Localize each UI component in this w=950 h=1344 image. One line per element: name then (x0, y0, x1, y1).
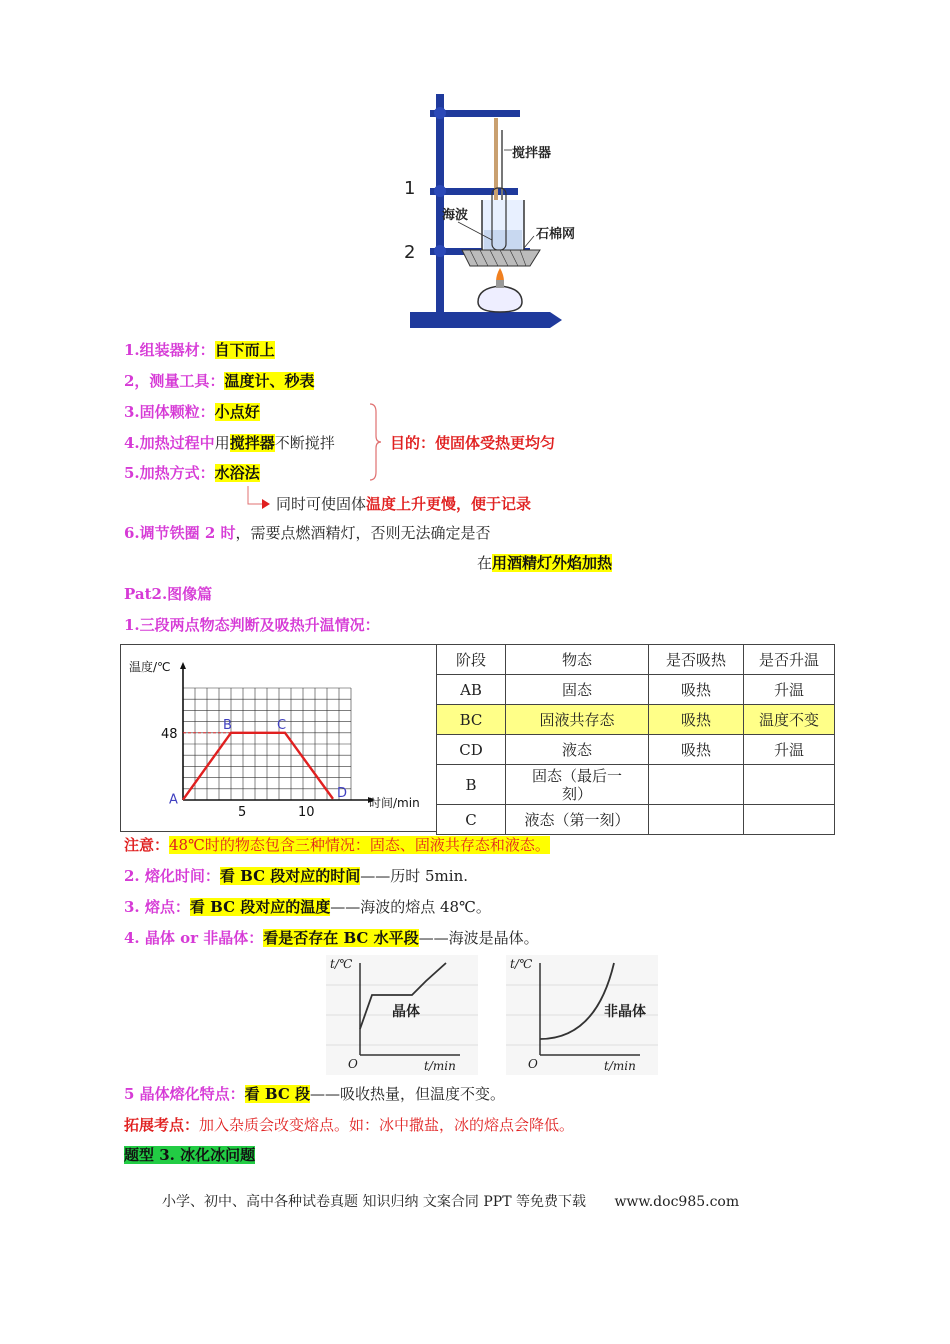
table-cell (649, 805, 744, 835)
step-3: 3.固体颗粒：小点好 (124, 403, 260, 421)
table-row (437, 735, 835, 765)
table-header: 阶段 (437, 645, 506, 675)
crystal-axis-t: t/℃ (330, 957, 353, 971)
label-hypo: 海波 (442, 208, 469, 223)
table-cell: 液态 (506, 735, 649, 765)
crystal-label: 晶体 (392, 1004, 420, 1020)
table-cell: AB (437, 675, 506, 705)
table-cell (649, 765, 744, 805)
noncrystal-axis-t: t/℃ (510, 957, 533, 971)
label-ring1: 1 (404, 178, 416, 199)
table-row (437, 675, 835, 705)
footer-url[interactable]: www.doc985.com (614, 1194, 740, 1210)
footer-text: 小学、初中、高中各种试卷真题 知识归纳 文案合同 PPT 等免费下载 (162, 1194, 586, 1210)
point-label: B (223, 717, 232, 733)
table-cell: 吸热 (649, 705, 744, 735)
table-cell: 吸热 (649, 675, 744, 705)
table-cell: 液态（第一刻） (506, 805, 649, 835)
table-cell: 固态（最后一刻） (506, 765, 649, 805)
y-axis-arrow (180, 662, 186, 669)
table-cell (744, 765, 835, 805)
noncrystal-origin: O (528, 1057, 538, 1071)
step-1: 1.组装器材：自下而上 (124, 341, 275, 359)
ext-line: 拓展考点：加入杂质会改变熔点。如：冰中撒盐，冰的熔点会降低。 (124, 1116, 575, 1134)
brace-icon (368, 402, 382, 482)
footer (162, 1191, 739, 1211)
table-cell: C (437, 805, 506, 835)
table-cell: 升温 (744, 735, 835, 765)
table-cell: B (437, 765, 506, 805)
apparatus-figure (400, 90, 580, 330)
part2-q1: 1.三段两点物态判断及吸热升温情况： (124, 616, 380, 634)
table-cell: 固液共存态 (506, 705, 649, 735)
purpose: 目的：使固体受热更均匀 (390, 434, 556, 452)
crystal-chart (326, 955, 478, 1075)
state-table (436, 644, 835, 835)
type3-heading: 题型 3. 冰化冰问题 (124, 1146, 256, 1164)
step-5-note: 同时可使固体温度上升更慢，便于记录 (276, 495, 532, 513)
table-row (437, 765, 835, 805)
table-cell: 升温 (744, 675, 835, 705)
table-row (437, 705, 835, 735)
table-cell: 固态 (506, 675, 649, 705)
table-header-row (437, 645, 835, 675)
step-2: 2，测量工具：温度计、秒表 (124, 372, 315, 390)
table-header: 是否吸热 (649, 645, 744, 675)
crystal-origin: O (348, 1057, 358, 1071)
step-6: 6.调节铁圈 2 时，需要点燃酒精灯，否则无法确定是否 (124, 524, 491, 542)
note-line: 注意：48℃时的物态包含三种情况：固态、固液共存态和液态。 (124, 836, 550, 854)
x-tick-label: 5 (238, 805, 247, 820)
x-tick-label: 10 (298, 805, 315, 820)
step-6-cont: 在用酒精灯外焰加热 (477, 554, 613, 572)
noncrystal-chart (506, 955, 658, 1075)
x-axis-label: 时间/min (369, 796, 420, 810)
step-4: 4.加热过程中用搅拌器不断搅拌 (124, 434, 335, 452)
label-gauze: 石棉网 (536, 227, 576, 242)
note-4: 4. 晶体 or 非晶体：看是否存在 BC 水平段——海波是晶体。 (124, 929, 539, 947)
table-cell: 温度不变 (744, 705, 835, 735)
note-2: 2. 熔化时间：看 BC 段对应的时间——历时 5min. (124, 867, 468, 885)
table-row (437, 805, 835, 835)
y-tick-label: 48 (161, 726, 178, 742)
step-5: 5.加热方式：水浴法 (124, 464, 260, 482)
note-5: 5 晶体熔化特点：看 BC 段——吸收热量，但温度不变。 (124, 1085, 506, 1103)
melting-chart (120, 644, 436, 832)
point-label: A (169, 792, 178, 808)
table-header: 是否升温 (744, 645, 835, 675)
noncrystal-label: 非晶体 (604, 1004, 646, 1020)
table-header: 物态 (506, 645, 649, 675)
table-cell: 吸热 (649, 735, 744, 765)
part2-title: Pat2.图像篇 (124, 585, 213, 603)
melting-chart-svg (121, 645, 435, 831)
point-label: C (277, 717, 287, 733)
noncrystal-axis-time: t/min (604, 1059, 636, 1073)
step5-arrow (246, 486, 274, 516)
label-ring2: 2 (404, 242, 416, 263)
crystal-axis-time: t/min (424, 1059, 456, 1073)
table-cell: BC (437, 705, 506, 735)
note-3: 3. 熔点：看 BC 段对应的温度——海波的熔点 48℃。 (124, 898, 491, 916)
y-axis-label: 温度/℃ (129, 660, 171, 674)
arrow-icon (246, 486, 274, 512)
table-cell: CD (437, 735, 506, 765)
point-label: D (337, 785, 348, 801)
apparatus-svg (400, 90, 580, 330)
label-stirrer: 搅拌器 (512, 146, 552, 161)
table-cell (744, 805, 835, 835)
brace (368, 402, 382, 486)
